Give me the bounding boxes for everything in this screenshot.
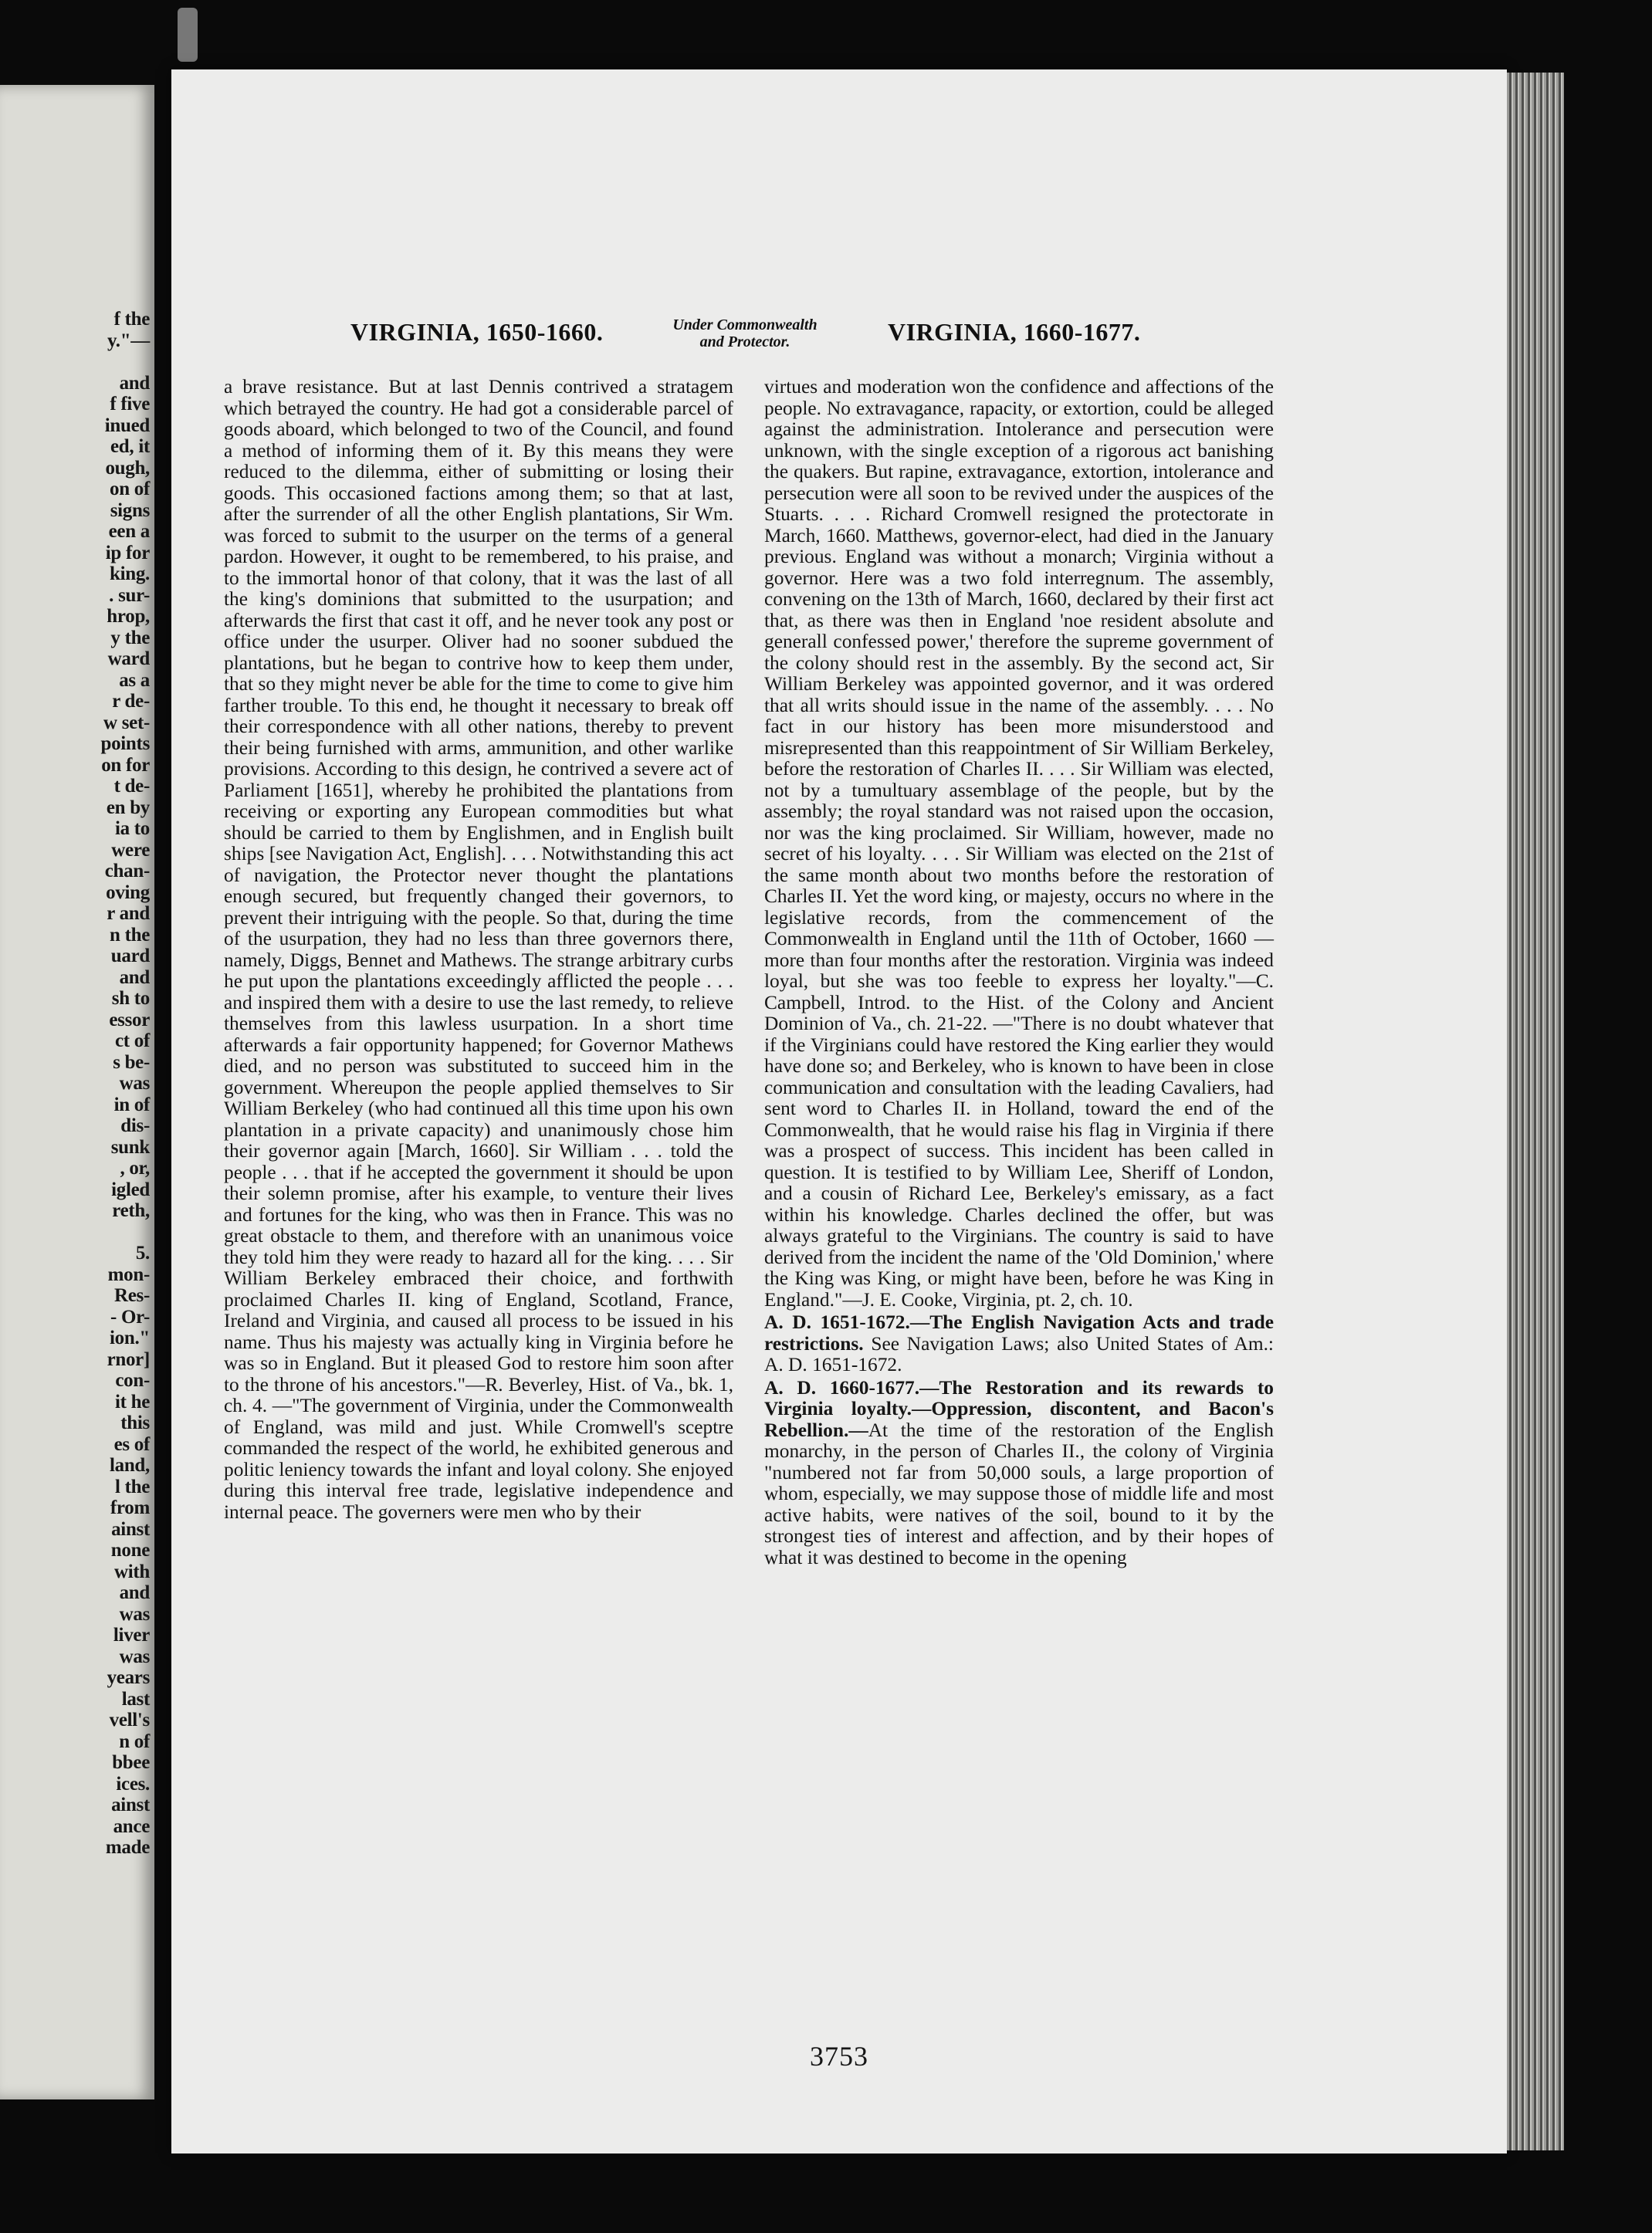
running-head-center xyxy=(648,316,841,350)
facing-page-text-fragment: sh to xyxy=(111,988,150,1009)
facing-page-text-fragment: vell's xyxy=(109,1710,150,1731)
facing-page-text-fragment: ward xyxy=(107,648,150,669)
running-head-center-line1: Under Commonwealth xyxy=(672,316,818,333)
facing-page-text-fragment: con- xyxy=(115,1370,150,1391)
facing-page-text-fragment: ainst xyxy=(111,1795,150,1815)
facing-page-text-fragment: oving xyxy=(106,881,150,903)
facing-page-text-fragment: chan- xyxy=(104,861,150,881)
facing-page-text-fragment: - Or- xyxy=(110,1306,150,1328)
facing-page-text-fragment: it he xyxy=(114,1391,150,1413)
facing-page-text-fragment: made xyxy=(105,1837,150,1858)
entry-heading: A. D. 1660-1677.—The Restoration and its rewards to Virginia loyalty.—Oppression, discontent, and Bacon's Rebellion.— xyxy=(764,1376,1274,1441)
facing-page-text-fragment: t de- xyxy=(113,776,150,797)
paragraph: virtues and moderation won the confidence and affections of the people. No extravagance, rapacity, or extortion, could be alleged against the administration. Intolerance and persecution were unknown, with the single exception of a rigorous act banishing the quakers. But rapine, extravagance, extortion, intolerance and persecution were all soon to be revived under the auspices of the Stuarts. . . . Richard Cromwell resigned the protectorate in March, 1660. Matthews, governor-elect, had died in the January previous. England was without a monarch; Virginia without a governor. Here was a two fold interregnum. The assembly, convening on the 13th of March, 1660, declared by their first act that, as there was then in England 'noe resident absolute and generall confessed power,' therefore the supreme government of the colony should rest in the assembly. By the second act, Sir William Berkeley was appointed governor, and it was ordered that all writs should issue in the name of the assembly. . . . No fact in our history has been more misunderstood and misrepresented than this reappointment of Sir William Berkeley, before the restoration of Charles II. . . . Sir William was elected, not by a tumultuary assemblage of the people, but by the assembly; the royal standard was not raised upon the occasion, nor was the king proclaimed. Sir William, however, made no secret of his loyalty. . . . Sir William was elected on the 21st of the same month about two months before the restoration of Charles II. Yet the word king, or majesty, occurs no where in the legislative records, from the commencement of the Commonwealth in England until the 11th of October, 1660 — more than four months after the restoration. Virginia was indeed loyal, but she was too feeble to express her loyalty."—C. Campbell, Introd. to the Hist. of the Colony and Ancient Dominion of Va., ch. 21-22. —"There is no doubt whatever that if the Virginians could have restored the King earlier they would have done so; and Berkeley, who is known to have been in close communication and consultation with the leading Cavaliers, had sent word to Charles II. in Holland, toward the end of the Commonwealth, that he would raise his flag in Virginia if there was a prospect of success. This incident has been called in question. It is testified to by William Lee, Sheriff of London, and a cousin of Richard Lee, Berkeley's emissary, as a fact within his knowledge. Charles declined the offer, but was always grateful to the Virginians. The country is said to have derived from the incident the name of the 'Old Dominion,' where the King was King, or might have been, before he was King in England."—J. E. Cooke, Virginia, pt. 2, ch. 10. xyxy=(764,376,1274,1311)
facing-page-text-fragment: this xyxy=(120,1413,150,1433)
facing-page-text-fragment: igled xyxy=(111,1179,150,1200)
facing-page-text-fragment: y."— xyxy=(107,330,150,351)
facing-page-text-fragment: ance xyxy=(113,1815,150,1837)
running-head-left: VIRGINIA, 1650-1660. xyxy=(350,318,604,346)
facing-page-text-fragment: as a xyxy=(119,669,150,691)
facing-page-text-fragment: on for xyxy=(101,754,150,776)
page-number: 3753 xyxy=(810,2041,868,2072)
text-column-right xyxy=(764,377,1274,1568)
facing-page-text-fragment: hrop, xyxy=(107,606,150,627)
facing-page-text-fragment: ed, it xyxy=(110,436,150,457)
facing-page-text-fragment: none xyxy=(110,1540,150,1561)
facing-page-text-fragment: ough, xyxy=(105,457,150,479)
facing-page-text-fragment: liver xyxy=(113,1625,150,1646)
facing-page-text-fragment: n the xyxy=(110,924,150,946)
facing-page-text-fragment: was xyxy=(119,1073,150,1094)
facing-page-text-fragment: and xyxy=(119,966,150,988)
entry-text: See Navigation Laws; also United States of Am.: A. D. 1651-1672. xyxy=(764,1332,1274,1375)
facing-page-text-fragment: sunk xyxy=(110,1136,150,1158)
facing-page-text-fragment: ainst xyxy=(111,1518,150,1540)
facing-page-text-fragment: n of xyxy=(119,1731,150,1752)
facing-page-text-fragment: en by xyxy=(106,797,150,818)
facing-page-text-fragment: f five xyxy=(110,394,150,414)
facing-page-text-fragment: es of xyxy=(113,1433,150,1455)
facing-page-text-fragment: land, xyxy=(109,1455,150,1476)
entry-navigation-acts xyxy=(764,1312,1274,1376)
book-page xyxy=(171,69,1507,2153)
facing-page-text-fragment: r de- xyxy=(112,691,150,712)
facing-page-text-fragment: dis- xyxy=(120,1115,150,1136)
facing-page-text-fragment: and xyxy=(119,1582,150,1603)
facing-page-text-fragment: een a xyxy=(108,521,150,542)
text-column-left xyxy=(224,377,733,1523)
entry-heading: A. D. 1651-1672.—The English Navigation Acts and trade restrictions. xyxy=(764,1311,1274,1355)
facing-page-text-fragment: in of xyxy=(113,1094,150,1115)
running-header xyxy=(171,318,1507,364)
facing-page-text-fragment: 5. xyxy=(135,1243,150,1264)
facing-page-text-fragment: ip for xyxy=(105,542,150,563)
facing-page-text-fragment: ices. xyxy=(116,1773,150,1795)
entry-text: At the time of the restoration of the English monarchy, in the person of Charles II., the colony of Virginia "numbered not far from 50,000 souls, a large proportion of whom, especially, we may suppose those of middle life and most active habits, were natives of the soil, bound to it by the strongest ties of interest and affection, and by their hopes of what it was destined to become in the opening xyxy=(764,1419,1274,1568)
facing-page-text-fragment: Res- xyxy=(113,1285,150,1306)
paragraph: a brave resistance. But at last Dennis contrived a stratagem which betrayed the country. He had got a considerable parcel of goods aboard, which belonged to two of the Council, and found a method of informing them of it. By this means they were reduced to the dilemma, either of submitting or losing their goods. This occasioned factions among them; so that at last, after the surrender of all the other English plantations, Sir Wm. was forced to submit to the usurper on the terms of a general pardon. However, it ought to be remembered, to his praise, and to the immortal honor of that colony, that it was the last of all the king's dominions that submitted to the usurpation; and afterwards the first that cast it off, and he never took any post or office under the usurper. Oliver had no sooner subdued the plantations, but he began to contrive how to keep them under, that so they might never be able for the time to come to give him farther trouble. To this end, he thought it necessary to break off their correspondence with all other nations, thereby to prevent their being furnished with arms, ammunition, and other warlike provisions. According to this design, he contrived a severe act of Parliament [1651], whereby he prohibited the plantations from receiving or exporting any European commodities but what should be carried to them by Englishmen, and in English built ships [see Navigation Act, English]. . . . Notwithstanding this act of navigation, the Protector never thought the plantations enough secured, but frequently changed their governors, to prevent their intriguing with the people. So that, during the time of the usurpation, they had no less than three governors there, namely, Diggs, Bennet and Mathews. The strange arbitrary curbs he put upon the plantations exceedingly afflicted the people . . . and inspired them with a desire to use the last remedy, to relieve themselves from this lawless usurpation. In a short time afterwards a fair opportunity happened; for Governor Mathews died, and no person was substituted to succeed him in the government. Whereupon the people applied themselves to Sir William Berkeley (who had continued all this time upon his own plantation in a private capacity) and unanimously chose him their governor again [March, 1660]. Sir William . . . told the people . . . that if he accepted the government it should be upon their solemn promise, after his example, to venture their lives and fortunes for the king, who was then in France. This was no great obstacle to them, and therefore with an unanimous voice they told him they were ready to hazard all for the king. . . . Sir William Berkeley embraced their choice, and forthwith proclaimed Charles II. king of England, Scotland, France, Ireland and Virginia, and caused all process to be issued in his name. Thus his majesty was actually king in Virginia before he was so in England. But it pleased God to restore him soon after to the throne of his ancestors."—R. Beverley, Hist. of Va., bk. 1, ch. 4. —"The government of Virginia, under the Commonwealth of England, was mild and just. While Cromwell's sceptre commanded the respect of the world, he exhibited generous and politic leniency towards the infant and loyal colony. She enjoyed during this interval free trade, legislative independence and internal peace. The governers were men who by their xyxy=(224,376,733,1523)
facing-page-text-fragment: and xyxy=(119,372,150,394)
facing-page-text-fragment: last xyxy=(121,1688,150,1710)
running-head-center-line2: and Protector. xyxy=(699,333,790,350)
facing-page-text-fragment: s be- xyxy=(113,1051,150,1073)
facing-page-text-fragment: signs xyxy=(110,499,150,521)
facing-page-text-fragment: were xyxy=(111,839,150,861)
running-head-right: VIRGINIA, 1660-1677. xyxy=(888,318,1141,346)
page-stack-edge xyxy=(1507,73,1564,2150)
facing-page-fragment xyxy=(0,85,154,2099)
facing-page-text-fragment: on of xyxy=(110,479,150,499)
facing-page-text-fragment: points xyxy=(100,733,150,754)
facing-page-text-fragment: , or, xyxy=(120,1158,150,1179)
facing-page-text-fragment: was xyxy=(119,1603,150,1625)
facing-page-text-fragment: essor xyxy=(109,1009,150,1030)
facing-page-text-fragment: l the xyxy=(114,1476,150,1497)
facing-page-text-fragment: uard xyxy=(110,946,150,966)
facing-page-text-fragment: reth, xyxy=(112,1200,150,1221)
entry-restoration xyxy=(764,1378,1274,1569)
facing-page-text-fragment: mon- xyxy=(107,1264,150,1285)
facing-page-text-fragment: was xyxy=(119,1646,150,1667)
facing-page-text-fragment: . sur- xyxy=(109,584,150,606)
facing-page-text-fragment: ct of xyxy=(115,1030,150,1051)
facing-page-text-fragment: king. xyxy=(109,563,150,584)
facing-page-text-fragment: ia to xyxy=(114,818,150,839)
facing-page-text-fragment: w set- xyxy=(103,712,150,733)
binding-clip xyxy=(178,8,198,62)
facing-page-text-fragment: inued xyxy=(104,414,150,436)
facing-page-text-fragment: y the xyxy=(110,627,150,648)
facing-page-text-fragment: rnor] xyxy=(107,1348,150,1370)
facing-page-text-fragment: ion." xyxy=(110,1328,150,1348)
facing-page-text-fragment: r and xyxy=(107,903,150,924)
facing-page-text-fragment: bbee xyxy=(112,1752,150,1773)
facing-page-text-fragment: from xyxy=(110,1497,150,1518)
facing-page-text-fragment: f the xyxy=(113,309,150,330)
facing-page-text-fragment: years xyxy=(107,1667,150,1688)
facing-page-text-fragment: with xyxy=(113,1561,150,1582)
